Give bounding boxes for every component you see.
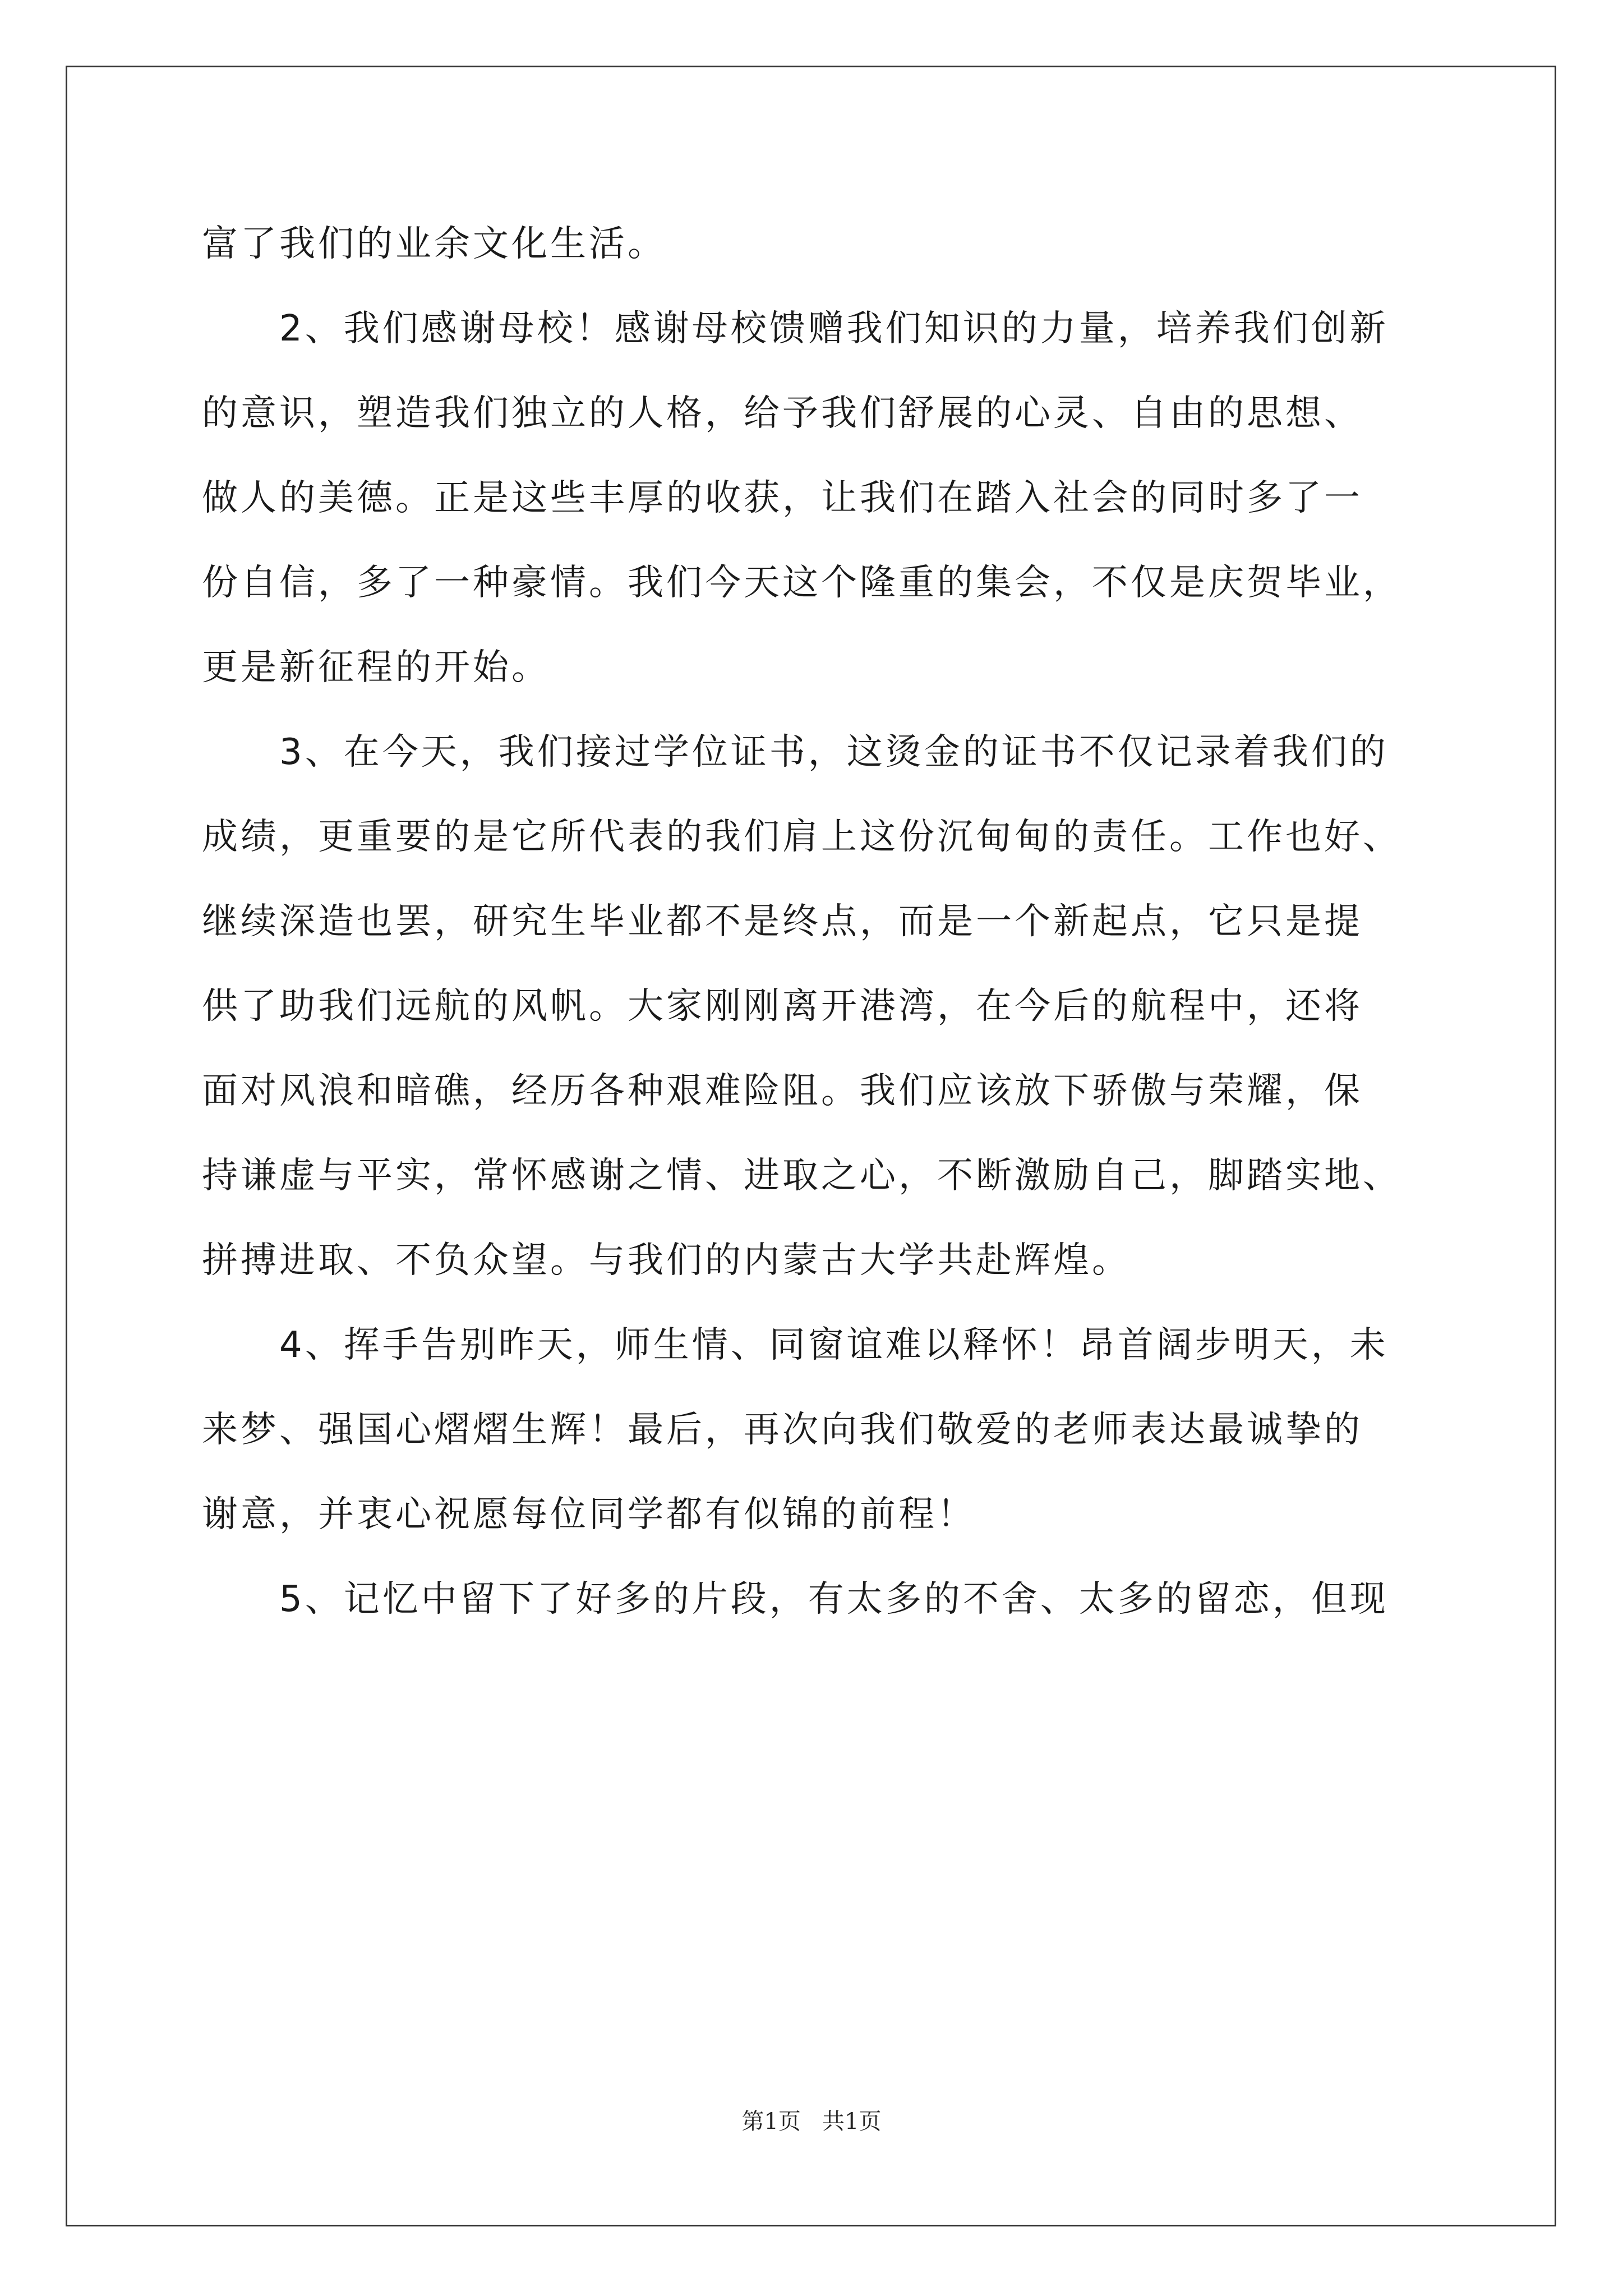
text-line: 继续深造也罢，研究生毕业都不是终点，而是一个新起点，它只是提 [202, 901, 1363, 942]
text-line: 2、我们感谢母校！感谢母校馈赠我们知识的力量，培养我们创新 [279, 308, 1389, 349]
text-line: 供了助我们远航的风帆。大家刚刚离开港湾，在今后的航程中，还将 [202, 986, 1363, 1027]
text-line: 成绩，更重要的是它所代表的我们肩上这份沉甸甸的责任。工作也好、 [202, 816, 1401, 858]
text-line: 4、挥手告别昨天，师生情、同窗谊难以释怀！昂首阔步明天，未 [279, 1324, 1389, 1366]
text-line: 谢意，并衷心祝愿每位同学都有似锦的前程！ [202, 1494, 976, 1535]
text-line: 来梦、强国心熠熠生辉！最后，再次向我们敬爱的老师表达最诚挚的 [202, 1409, 1363, 1451]
text-line: 更是新征程的开始。 [202, 647, 550, 688]
document-body [202, 202, 1436, 1642]
text-line: 持谦虚与平实，常怀感谢之情、进取之心，不断激励自己，脚踏实地、 [202, 1155, 1401, 1197]
text-line: 份自信，多了一种豪情。我们今天这个隆重的集会，不仅是庆贺毕业， [202, 562, 1401, 604]
text-line: 富了我们的业余文化生活。 [202, 223, 666, 265]
text-line: 的意识，塑造我们独立的人格，给予我们舒展的心灵、自由的思想、 [202, 393, 1363, 434]
page-footer: 第1页 共1页 [741, 2109, 882, 2134]
text-line: 5、记忆中留下了好多的片段，有太多的不舍、太多的留恋，但现 [279, 1579, 1389, 1620]
text-line: 3、在今天，我们接过学位证书，这烫金的证书不仅记录着我们的 [279, 731, 1389, 773]
text-line: 做人的美德。正是这些丰厚的收获，让我们在踏入社会的同时多了一 [202, 477, 1363, 519]
text-line: 拼搏进取、不负众望。与我们的内蒙古大学共赴辉煌。 [202, 1240, 1131, 1281]
text-line: 面对风浪和暗礁，经历各种艰难险阻。我们应该放下骄傲与荣耀，保 [202, 1070, 1363, 1112]
